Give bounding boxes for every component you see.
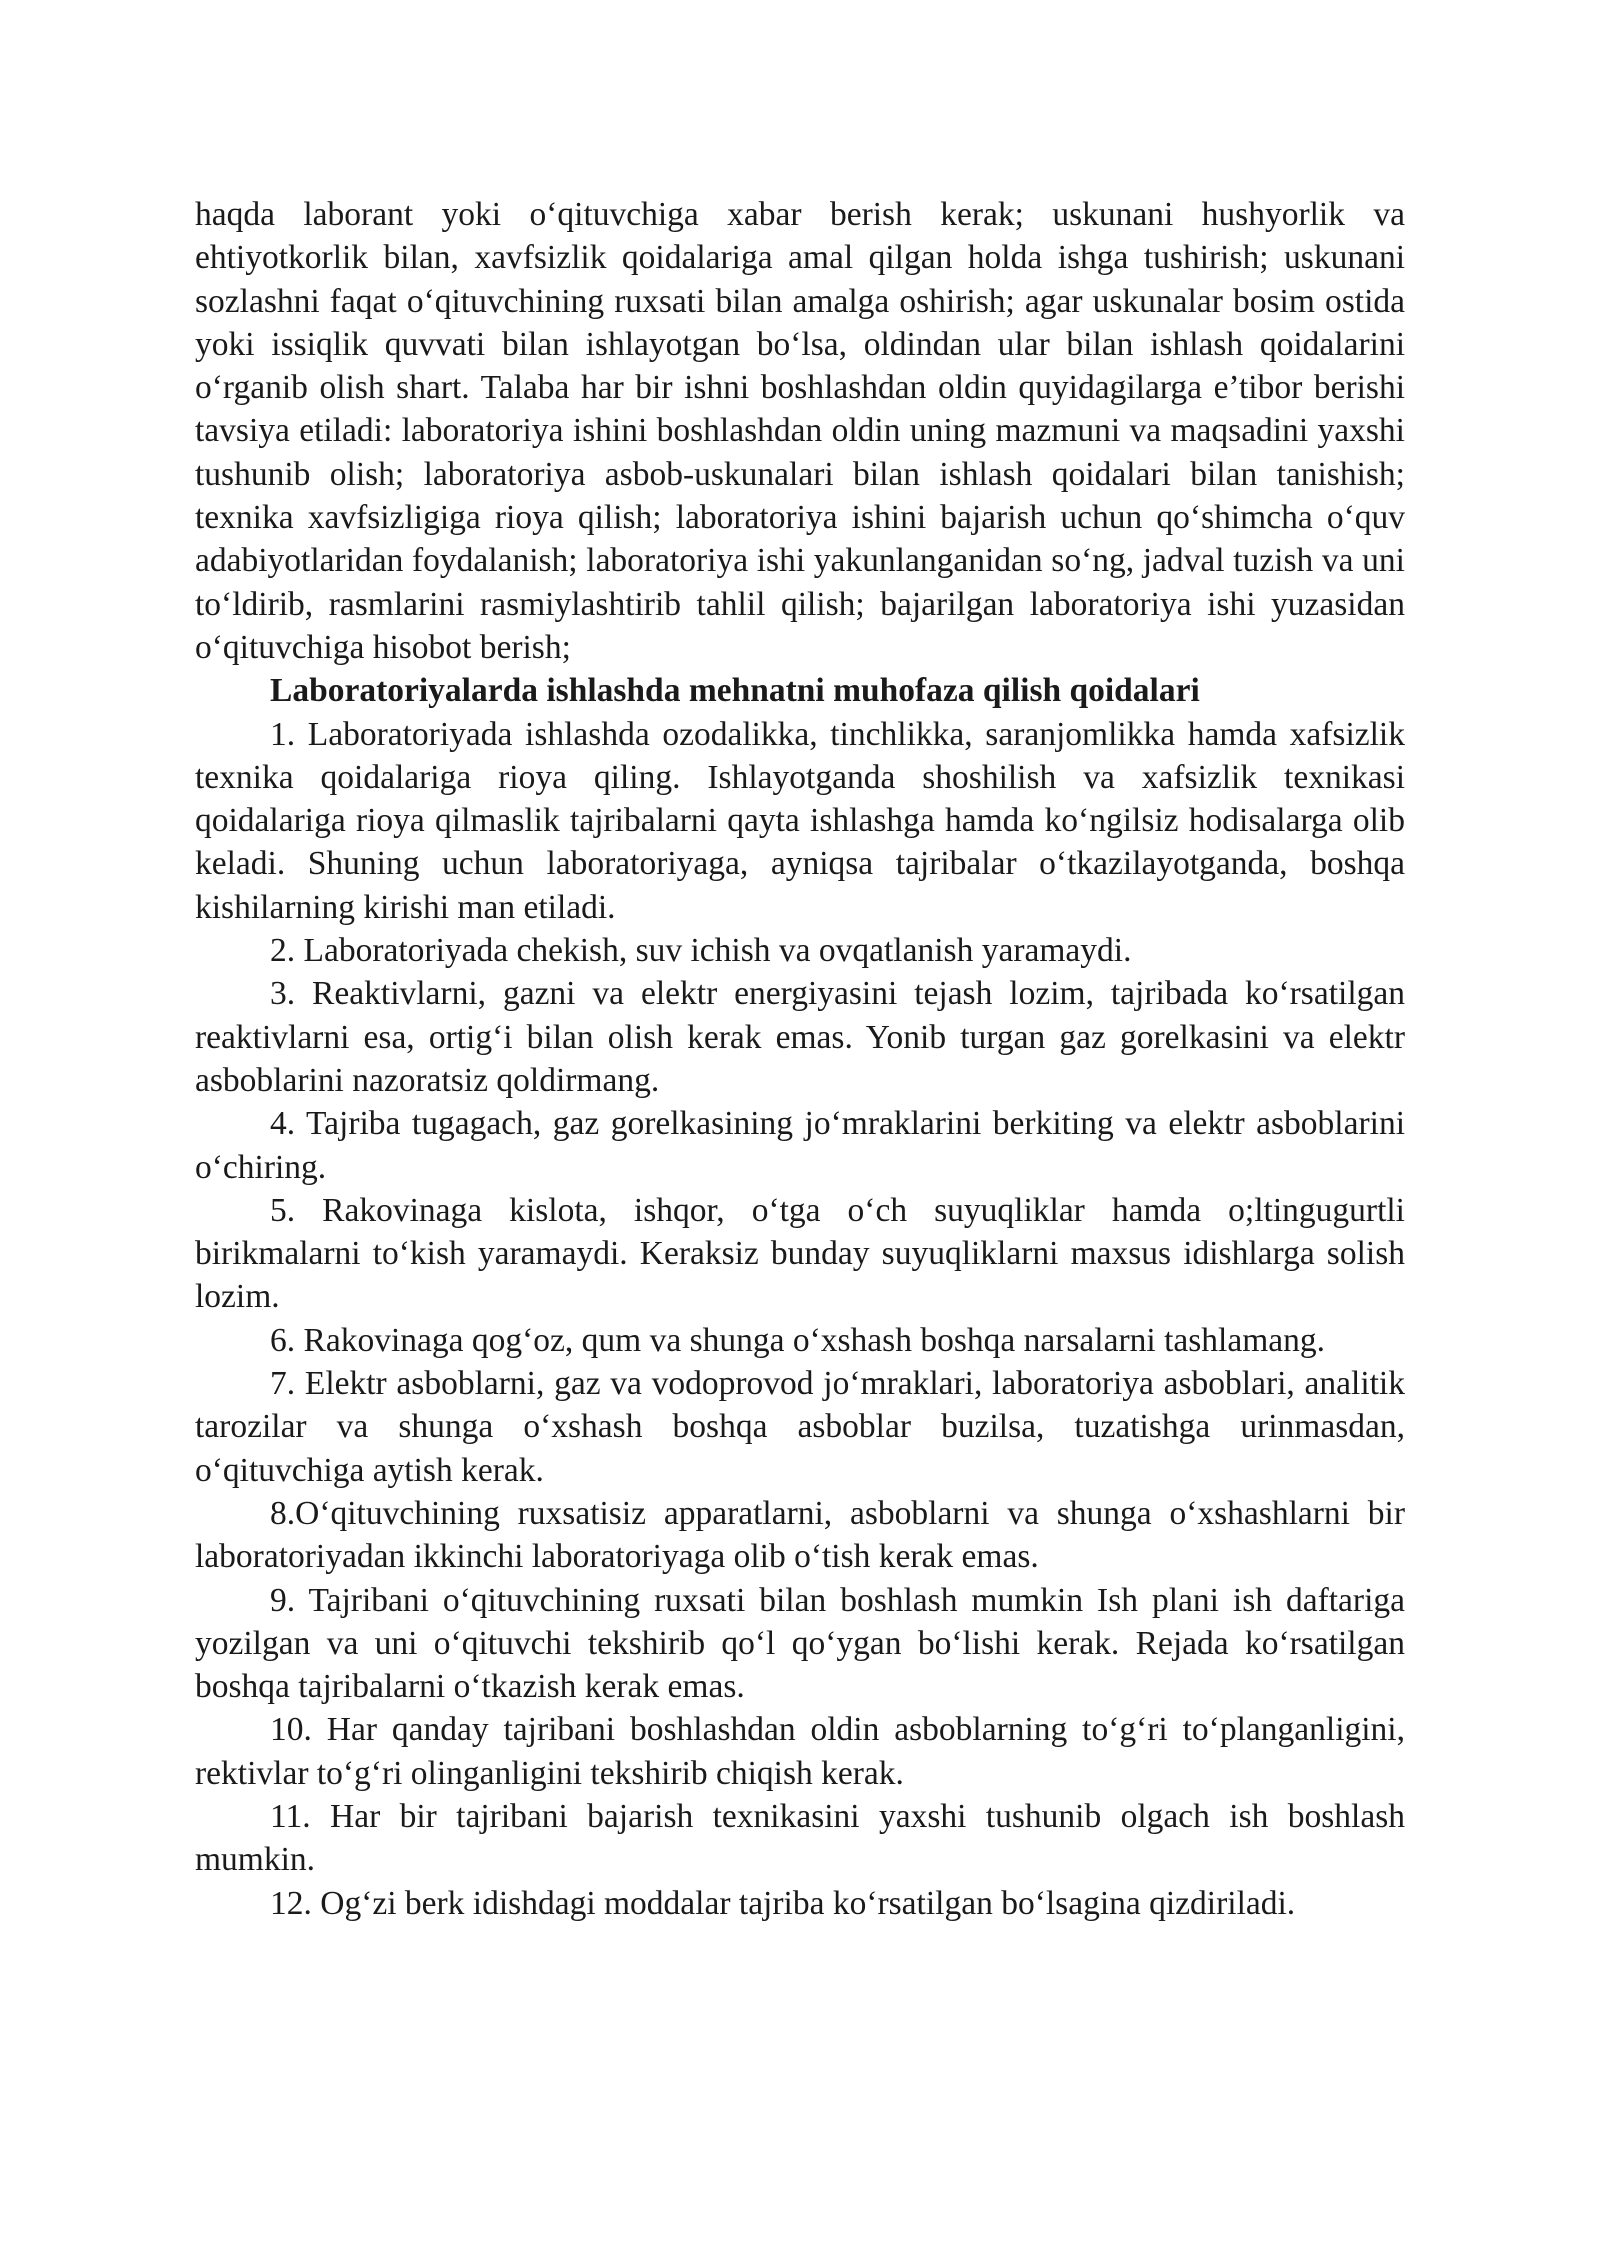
rule-2: 2. Laboratoriyada chekish, suv ichish va ovqatlanish yaramaydi. — [270, 932, 1132, 970]
section-heading: Laboratoriyalarda ishlashda mehnatni muhofaza qilish qoidalari — [270, 672, 1200, 710]
rule-7: 7. Elektr asboblarni, gaz va vodoprovod jo‘mraklari, laboratoriya asboblari, analitik tarozilar va shunga o‘xshash boshqa asboblar buzilsa, tuzatishga urinmasdan, o‘qituvchiga aytish kerak. — [195, 1365, 1405, 1489]
rule-6: 6. Rakovinaga qog‘oz, qum va shunga o‘xshash boshqa narsalarni tashlamang. — [270, 1321, 1326, 1359]
rule-9: 9. Tajribani o‘qituvchining ruxsati bilan boshlash mumkin Ish plani ish daftariga yozilgan va uni o‘qituvchi tekshirib qo‘l qo‘ygan bo‘lishi kerak. Rejada ko‘rsatilgan boshqa tajribalarni o‘tkazish kerak emas. — [195, 1581, 1405, 1706]
intro-paragraph: haqda laborant yoki o‘qituvchiga xabar berish kerak; uskunani hushyorlik va ehtiyotkorlik bilan, xavfsizlik qoidalariga amal qilgan holda ishga tushirish; uskunani sozlashni faqat o‘qituvchining ruxsati bilan amalga oshirish; agar uskunalar bosim ostida yoki issiqlik quvvati bilan ishlayotgan bo‘lsa, oldindan ular bilan ishlash qoidalarini o‘rganib olish shart. Talaba har bir ishni boshlashdan oldin quyidagilarga e’tibor berishi tavsiya etiladi: laboratoriya ishini boshlashdan oldin uning mazmuni va maqsadini yaxshi tushunib olish; laboratoriya asbob-uskunalari bilan ishlash qoidalari bilan tanishish; texnika xavfsizligiga rioya qilish; laboratoriya ishini bajarish uchun qo‘shimcha o‘quv adabiyotlaridan foydalanish; laboratoriya ishi yakunlanganidan so‘ng, jadval tuzish va uni to‘ldirib, rasmlarini rasmiylashtirib tahlil qilish; bajarilgan laboratoriya ishi yuzasidan o‘qituvchiga hisobot berish; — [195, 196, 1405, 666]
rule-3: 3. Reaktivlarni, gazni va elektr energiyasini tejash lozim, tajribada ko‘rsatilgan reaktivlarni esa, ortig‘i bilan olish kerak emas. Yonib turgan gaz gorelkasini va elektr asboblarini nazoratsiz qoldirmang. — [195, 975, 1405, 1099]
rule-8: 8.O‘qituvchining ruxsatisiz apparatlarni, asboblarni va shunga o‘xshashlarni bir laboratoriyadan ikkinchi laboratoriyaga olib o‘tish kerak emas. — [195, 1494, 1405, 1576]
rule-4: 4. Tajriba tugagach, gaz gorelkasining jo‘mraklarini berkiting va elektr asboblarini o‘chiring. — [195, 1105, 1405, 1186]
rule-5: 5. Rakovinaga kislota, ishqor, o‘tga o‘ch suyuqliklar hamda o;ltingugurtli birikmalarni to‘kish yaramaydi. Keraksiz bunday suyuqliklarni maxsus idishlarga solish lozim. — [195, 1191, 1405, 1316]
rule-1: 1. Laboratoriyada ishlashda ozodalikka, tinchlikka, saranjomlikka hamda xafsizlik texnika qoidalariga rioya qiling. Ishlayotganda shoshilish va xafsizlik texnikasi qoidalariga rioya qilmaslik tajribalarni qayta ishlashga hamda ko‘ngilsiz hodisalarga olib keladi. Shuning uchun laboratoriyaga, ayniqsa tajribalar o‘tkazilayotganda, boshqa kishilarning kirishi man etiladi. — [195, 715, 1405, 926]
rule-12: 12. Og‘zi berk idishdagi moddalar tajriba ko‘rsatilgan bo‘lsagina qizdiriladi. — [270, 1884, 1296, 1922]
rule-10: 10. Har qanday tajribani boshlashdan oldin asboblarning to‘g‘ri to‘planganligini, rektivlar to‘g‘ri olinganligini tekshirib chiqish kerak. — [195, 1711, 1405, 1792]
rule-11: 11. Har bir tajribani bajarish texnikasini yaxshi tushunib olgach ish boshlash mumkin. — [195, 1797, 1405, 1879]
document-page — [195, 193, 1405, 1925]
